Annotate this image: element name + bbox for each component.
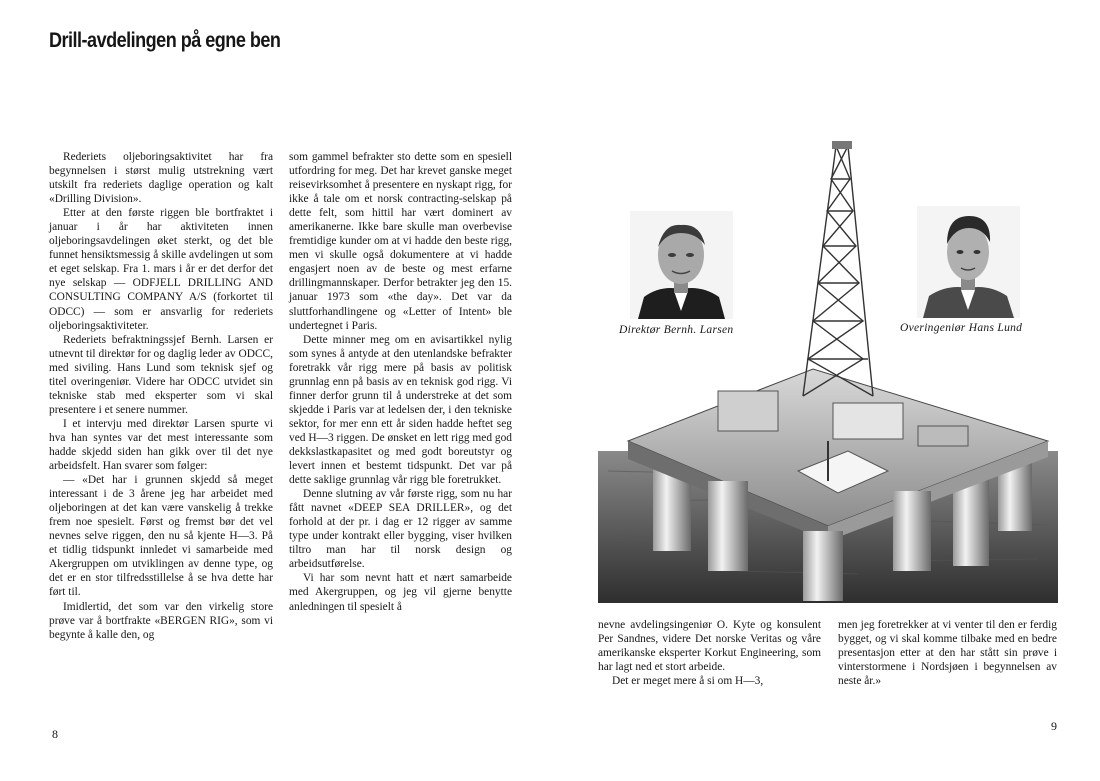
- paragraph: Det er meget mere å si om H—3,: [612, 675, 764, 688]
- paragraph: Rederiets befraktningssjef Bernh. Larsen er utnevnt til direktør for og daglig leder av ODCC, med siviling. Hans Lund som teknisk sjef og titel overingeniør. Videre har ODCC utvidet sin tekniske stab med eksperter som vi skal presentere i et senere nummer.: [49, 333, 273, 416]
- text-column-3: [598, 618, 821, 688]
- paragraph: men jeg foretrekker at vi venter til den er ferdig bygget, og vi skal komme tilbake med en bedre presentasjon etter at den har stått sin prøve i vinterstormene i Nordsjøen i begynnelsen av neste år.»: [838, 619, 1057, 688]
- paragraph: — «Det har i grunnen skjedd så meget interessant i de 3 årene jeg har arbeidet med oljeboringen at det kan være vanskelig å trekke frem noe spesielt. Først og fremst bør det vel nevnes selve riggen, den nu så kjente H—3. På et tidlig tidspunkt innledet vi samarbeide med Akergruppen om utviklingen av denne type, og det er en stor tilfredsstillelse å se hva dette har ført til.: [49, 474, 273, 599]
- paragraph: Rederiets oljeboringsaktivitet har fra begynnelsen i størst mulig utstrekning vært utskilt fra rederiets daglige operation og kalt «Drilling Division».: [49, 151, 273, 206]
- caption-lund: Overingeniør Hans Lund: [900, 322, 1023, 334]
- portrait-lund: [917, 206, 1020, 318]
- paragraph: I et intervju med direktør Larsen spurte vi hva han syntes var det mest interessante som hadde skjedd siden han gikk over til det nye arbeidsfelt. Han svarer som følger:: [49, 417, 273, 473]
- paragraph: Vi har som nevnt hatt et nært samarbeide med Akergruppen, og jeg vil gjerne benytte anledningen til spesielt å: [289, 572, 512, 613]
- paragraph: Imidlertid, det som var den virkelig store prøve var å bortfrakte «BERGEN RIG», som vi begynte å kalle den, og: [49, 600, 273, 641]
- paragraph: Denne slutning av vår første rigg, som nu har fått navnet «DEEP SEA DRILLER», og det forhold at der pr. i dag er 12 rigger av samme type under kontrakt eller bygging, viser hvilken tiltro man har til norsk design og arbeidsutførelse.: [289, 488, 512, 571]
- paragraph: som gammel befrakter sto dette som en spesiell utfordring for meg. Det har krevet ganske meget reisevirksomhet å presentere en nyskapt rigg, for ikke å tale om et norsk contracting-selskap på dette felt, som hittil har vært dominert av amerikanerne. Ikke bare skulle man overbevise fremtidige kunder om at vi hadde den beste rigg, men vi skulle også dokumentere at vi hadde engasjert noen av de beste og mest erfarne drillingmannskaper. Derfor betrakter jeg den 15. januar 1973 som «the day». Det var da sluttforhandlingene og «Letter of Intent» ble undertegnet i Paris.: [289, 151, 512, 332]
- paragraph: nevne avdelingsingeniør O. Kyte og konsulent Per Sandnes, videre Det norske Veritas og våre amerikanske eksperter Korkut Engineering, som har lagt ned et stort arbeide.: [598, 619, 821, 674]
- page-number-left: 8: [52, 727, 58, 741]
- portrait-larsen: [630, 211, 733, 319]
- text-column-4: [838, 618, 1057, 688]
- paragraph: Etter at den første riggen ble bortfraktet i januar i år har aktiviteten innen oljeboringsavdelingen øket sterkt, og det ble funnet hensiktsmessig å skille avdelingen ut som et eget selskap. Fra 1. mars i år er det derfor det nye selskap — ODFJELL DRILLING AND CONSULTING COMPANY A/S (forkortet til ODCC) — som er ansvarlig for rederiets oljeboringsaktiviteter.: [49, 207, 273, 332]
- paragraph: Dette minner meg om en avisartikkel nylig som synes å antyde at den utenlandske befrakter foretrakk vår rigg mere på basis av politisk grunnlag enn på basis av en teknisk god rigg. Vi finner derfor grunn til å understreke at det som skjedde i Paris var at ledelsen der, i den tekniske sektor, for mer enn ett år siden hadde heftet seg ved H—3 riggen. De ønsket en lett rigg med god dekkslastkapasitet og med godt boreutstyr og levert innen et bestemt tidspunkt. Det var på dette saklige grunnlag vår rigg ble foretrukket.: [289, 333, 512, 487]
- caption-larsen: Direktør Bernh. Larsen: [619, 324, 734, 336]
- page-number-right: 9: [1051, 719, 1057, 733]
- article-title: Drill-avdelingen på egne ben: [49, 29, 281, 52]
- text-column-2: [289, 150, 512, 614]
- text-column-1: [49, 150, 273, 642]
